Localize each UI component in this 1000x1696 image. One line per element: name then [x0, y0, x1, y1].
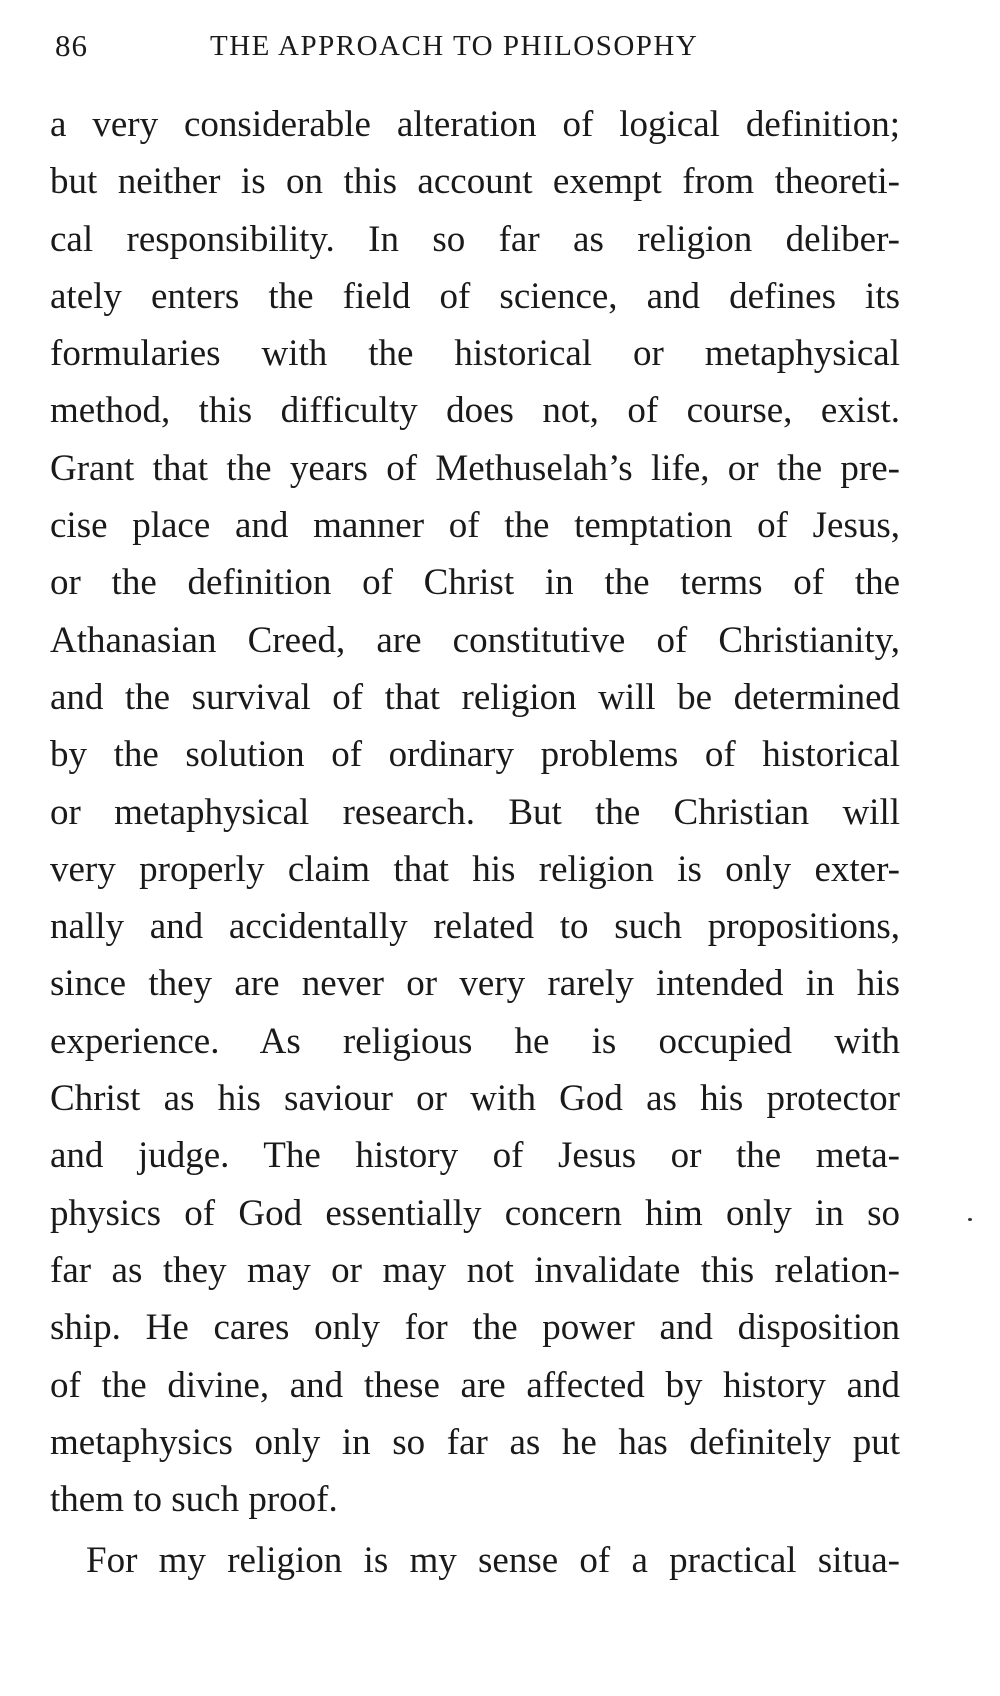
- text-line: or metaphysical research. But the Christian will: [50, 791, 900, 833]
- text-line: by the solution of ordinary problems of historical: [50, 734, 900, 776]
- print-speck: [968, 1218, 972, 1221]
- text-line: but neither is on this account exempt from theoreti-: [50, 161, 900, 203]
- text-line: For my religion is my sense of a practical situa-: [86, 1540, 900, 1582]
- text-line: and the survival of that religion will be determined: [50, 676, 900, 718]
- text-line: nally and accidentally related to such propositions,: [50, 906, 900, 948]
- running-head-title: THE APPROACH TO PHILOSOPHY: [210, 30, 699, 62]
- text-line: and judge. The history of Jesus or the meta-: [50, 1135, 900, 1177]
- text-line: of the divine, and these are affected by history and: [50, 1364, 900, 1406]
- text-line: them to such proof.: [50, 1479, 338, 1521]
- text-line: Athanasian Creed, are constitutive of Christianity,: [50, 619, 900, 661]
- text-line: formularies with the historical or metaphysical: [50, 333, 900, 375]
- text-line: a very considerable alteration of logical definition;: [50, 104, 900, 145]
- running-head: [55, 28, 875, 68]
- text-line: experience. As religious he is occupied with: [50, 1020, 900, 1062]
- text-line: ship. He cares only for the power and disposition: [50, 1307, 900, 1349]
- text-line: metaphysics only in so far as he has definitely put: [50, 1421, 900, 1463]
- paragraph-1: [50, 96, 900, 1528]
- text-line: Grant that the years of Methuselah’s life, or the pre-: [50, 447, 900, 489]
- text-line: very properly claim that his religion is only exter-: [50, 848, 900, 890]
- page-number: 86: [55, 28, 88, 63]
- paragraph-2: [50, 1532, 900, 1589]
- body-text: [50, 96, 900, 1590]
- text-line: or the definition of Christ in the terms of the: [50, 562, 900, 604]
- text-line: method, this difficulty does not, of course, exist.: [50, 390, 900, 432]
- text-line: Christ as his saviour or with God as his protector: [50, 1078, 900, 1120]
- text-line: since they are never or very rarely intended in his: [50, 963, 900, 1005]
- text-line: cal responsibility. In so far as religion deliber-: [50, 218, 900, 260]
- text-line: physics of God essentially concern him only in so: [50, 1192, 900, 1234]
- text-line: cise place and manner of the temptation of Jesus,: [50, 505, 900, 547]
- text-line: ately enters the field of science, and defines its: [50, 275, 900, 317]
- text-line: far as they may or may not invalidate this relation-: [50, 1249, 900, 1291]
